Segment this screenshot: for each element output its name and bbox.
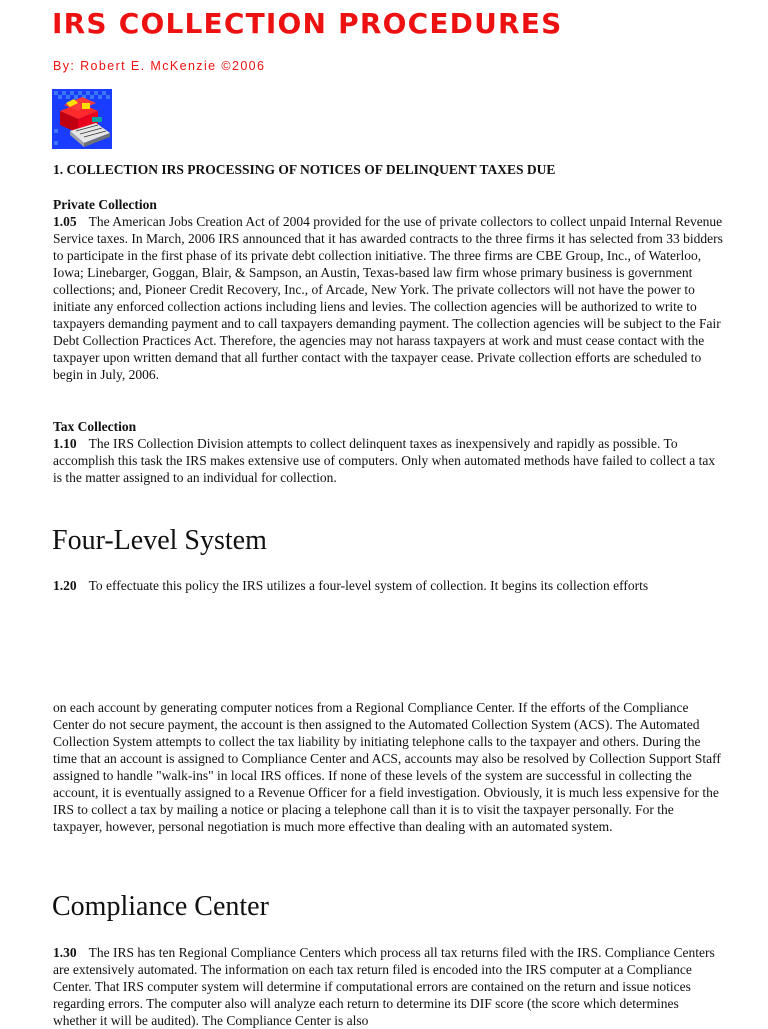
paragraph-text: on each account by generating computer notices from a Regional Compliance Center. If the efforts of the Compliance Center do not secure payment, the account is then assigned to the Automated Collection System (ACS). The Automated Collection System attempts to collect the tax liability by initiating telephone calls to the taxpayer and others. During the time that an account is assigned to Compliance Center and ACS, accounts may also be resolved by Collection Support Staff assigned to handle "walk-ins" in local IRS offices. If none of these levels of the system are successful in collecting the account, it is eventually assigned to a Revenue Officer for a field investigation. Obviously, it is much less expensive for the IRS to collect a tax by mailing a notice or placing a telephone call than it is to visit the taxpayer personally. For the taxpayer, however, personal negotiation is much more effective than dealing with an automated system. [53, 700, 721, 834]
section-heading: 1. COLLECTION IRS PROCESSING OF NOTICES OF DELINQUENT TAXES DUE [53, 162, 556, 177]
paragraph-1-20-continued [53, 699, 723, 835]
paragraph-number: 1.20 [53, 578, 77, 593]
paragraph-number: 1.30 [53, 945, 77, 960]
paragraph-number: 1.10 [53, 436, 77, 451]
paragraph-text: The IRS Collection Division attempts to collect delinquent taxes as inexpensively and rapidly as possible. To accomplish this task the IRS makes extensive use of computers. Only when automated methods have failed to collect a tax is the matter assigned to an individual for collection. [53, 436, 716, 485]
paragraph-1-10 [53, 435, 723, 486]
paragraph-1-20-start [53, 577, 723, 594]
heading-compliance-center: Compliance Center [52, 891, 269, 922]
paragraph-text: The IRS has ten Regional Compliance Centers which process all tax returns filed with the IRS. Compliance Centers are extensively automated. The information on each tax return filed is encoded into the IRS computer at a Compliance Center. That IRS computer system will determine if computational errors are contained on the return and issue notices regarding errors. The computer also will analyze each return to determine its DIF score (the score which determines whether it will be audited). The Compliance Center is also [53, 945, 715, 1028]
paragraph-text: The American Jobs Creation Act of 2004 provided for the use of private collectors to collect unpaid Internal Revenue Service taxes. In March, 2006 IRS announced that it has awarded contracts to the three firms it has selected from 33 bidders to participate in the first phase of its private debt collection initiative. The three firms are CBE Group, Inc., of Waterloo, Iowa; Linebarger, Goggan, Blair, & Sampson, an Austin, Texas-based law firm whose primary business is government collections; and, Pioneer Credit Recovery, Inc., of Arcade, New York. The private collectors will not have the power to initiate any enforced collection actions including liens and levies. The collection agencies will be authorized to write to taxpayers demanding payment and to call taxpayers demanding payment. The collection agencies will be subject to the Fair Debt Collection Practices Act. Therefore, the agencies may not harass taxpayers at work and must cease contact with the taxpayer upon written demand that all further contact with the taxpayer cease. Private collection efforts are scheduled to begin in July, 2006. [53, 214, 723, 382]
paragraph-text: To effectuate this policy the IRS utilizes a four-level system of collection. It begins its collection efforts [88, 578, 649, 593]
paragraph-number: 1.05 [53, 214, 77, 229]
subheading-tax-collection: Tax Collection [53, 419, 137, 434]
book-stack-icon [52, 89, 112, 149]
tax-collection-section [53, 418, 723, 486]
private-collection-section [53, 196, 723, 383]
paragraph-1-30 [53, 944, 723, 1029]
paragraph-1-05 [53, 213, 723, 383]
document-title: IRS COLLECTION PROCEDURES [52, 7, 563, 40]
subheading-private-collection: Private Collection [53, 197, 157, 212]
heading-four-level-system: Four-Level System [52, 525, 267, 556]
author-byline: By: Robert E. McKenzie ©2006 [53, 59, 266, 73]
